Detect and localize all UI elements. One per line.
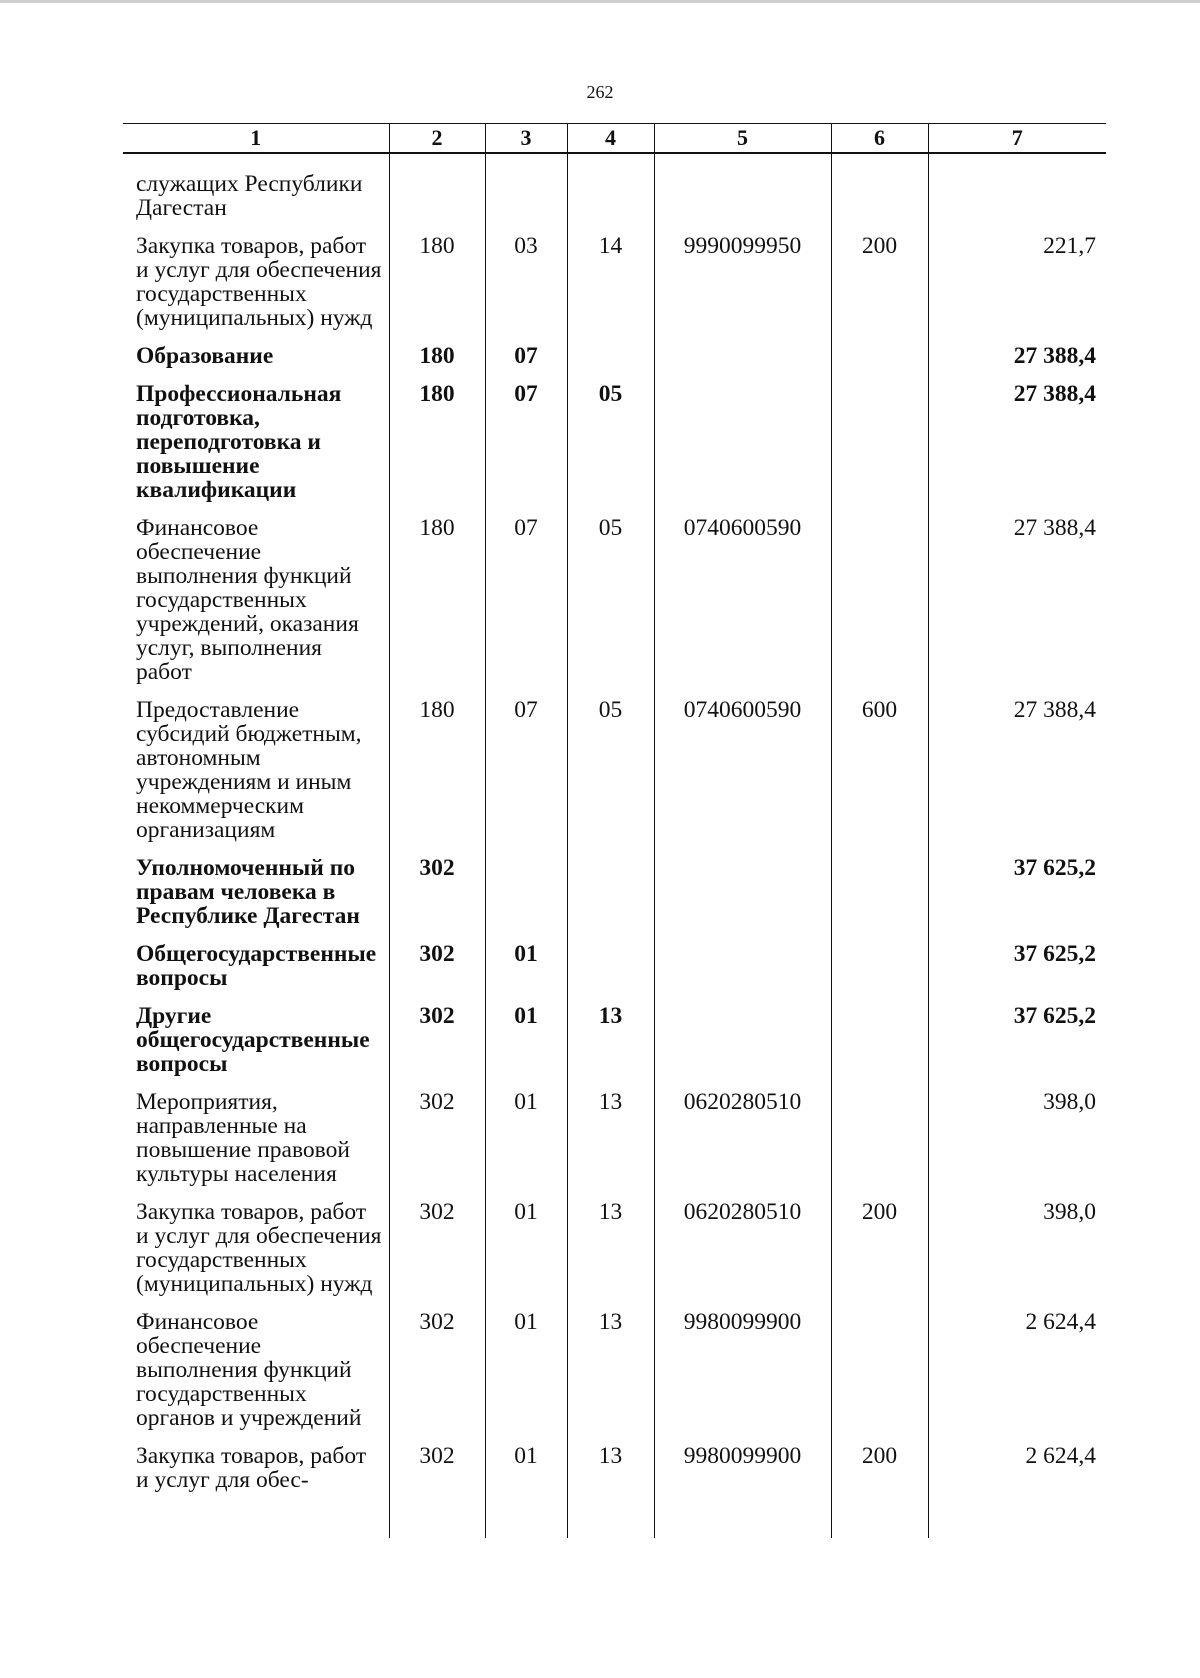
subchapter-code-cell: 13 xyxy=(567,1444,654,1538)
subchapter-code-cell xyxy=(567,942,654,1004)
section-code-cell: 302 xyxy=(389,1004,485,1090)
target-article-cell: 0620280510 xyxy=(654,1200,831,1310)
section-code-cell: 302 xyxy=(389,942,485,1004)
section-code-cell: 180 xyxy=(389,234,485,344)
subchapter-code-cell: 05 xyxy=(567,516,654,698)
budget-table xyxy=(123,123,1106,1538)
column-header-7: 7 xyxy=(928,124,1106,154)
table-row xyxy=(123,1444,1106,1538)
table-row xyxy=(123,1200,1106,1310)
section-code-cell: 302 xyxy=(389,1444,485,1538)
expense-type-cell: 200 xyxy=(831,234,928,344)
table-row xyxy=(123,698,1106,856)
table-row xyxy=(123,1090,1106,1200)
chapter-code-cell xyxy=(485,172,567,234)
expense-type-cell xyxy=(831,1310,928,1444)
chapter-code-cell: 01 xyxy=(485,1090,567,1200)
page-number: 262 xyxy=(586,82,614,102)
target-article-cell xyxy=(654,942,831,1004)
target-article-cell xyxy=(654,344,831,382)
row-name-cell: Уполномоченный по правам человека в Республике Дагестан xyxy=(136,855,360,929)
amount-cell: 2 624,4 xyxy=(928,1444,1106,1538)
row-name-cell: Общегосударственные вопросы xyxy=(136,941,377,991)
column-header-4: 4 xyxy=(567,124,654,154)
subchapter-code-cell: 13 xyxy=(567,1004,654,1090)
row-name-cell: служащих Республики Дагестан xyxy=(136,171,363,221)
table-row xyxy=(123,942,1106,1004)
amount-cell: 37 625,2 xyxy=(928,1004,1106,1090)
target-article-cell xyxy=(654,1004,831,1090)
table-body xyxy=(123,172,1106,1538)
section-code-cell: 302 xyxy=(389,1200,485,1310)
amount-cell: 221,7 xyxy=(928,234,1106,344)
row-name-cell: Профессиональная подготовка, переподготовка и повышение квалификации xyxy=(136,381,342,503)
subchapter-code-cell: 13 xyxy=(567,1200,654,1310)
expense-type-cell: 200 xyxy=(831,1444,928,1538)
amount-cell: 27 388,4 xyxy=(928,516,1106,698)
section-code-cell: 180 xyxy=(389,344,485,382)
target-article-cell: 9980099900 xyxy=(654,1310,831,1444)
chapter-code-cell: 03 xyxy=(485,234,567,344)
section-code-cell xyxy=(389,172,485,234)
column-header-2: 2 xyxy=(389,124,485,154)
target-article-cell: 0740600590 xyxy=(654,698,831,856)
chapter-code-cell: 01 xyxy=(485,1200,567,1310)
amount-cell: 27 388,4 xyxy=(928,698,1106,856)
amount-cell: 27 388,4 xyxy=(928,344,1106,382)
row-name-cell: Закупка товаров, работ и услуг для обес- xyxy=(136,1443,367,1493)
expense-type-cell: 200 xyxy=(831,1200,928,1310)
amount-cell: 398,0 xyxy=(928,1200,1106,1310)
subchapter-code-cell: 13 xyxy=(567,1310,654,1444)
subchapter-code-cell xyxy=(567,172,654,234)
target-article-cell xyxy=(654,382,831,516)
subchapter-code-cell: 14 xyxy=(567,234,654,344)
section-code-cell: 302 xyxy=(389,1310,485,1444)
row-name-cell: Образование xyxy=(136,343,274,369)
chapter-code-cell: 07 xyxy=(485,698,567,856)
table-row xyxy=(123,1310,1106,1444)
chapter-code-cell: 01 xyxy=(485,942,567,1004)
table-row xyxy=(123,172,1106,234)
expense-type-cell xyxy=(831,382,928,516)
subchapter-code-cell xyxy=(567,856,654,942)
row-name-cell: Предоставление субсидий бюджетным, автономным учреждениям и иным некоммерческим организациям xyxy=(136,697,362,843)
row-name-cell: Другие общегосударственные вопросы xyxy=(136,1003,370,1077)
section-code-cell: 180 xyxy=(389,698,485,856)
expense-type-cell xyxy=(831,344,928,382)
expense-type-cell: 600 xyxy=(831,698,928,856)
table-row xyxy=(123,516,1106,698)
section-code-cell: 180 xyxy=(389,382,485,516)
table-row xyxy=(123,234,1106,344)
table-row xyxy=(123,856,1106,942)
column-header-5: 5 xyxy=(654,124,831,154)
target-article-cell xyxy=(654,172,831,234)
row-name-cell: Финансовое обеспечение выполнения функций государственных органов и учреждений xyxy=(136,1309,362,1431)
target-article-cell: 0620280510 xyxy=(654,1090,831,1200)
subchapter-code-cell: 13 xyxy=(567,1090,654,1200)
amount-cell xyxy=(928,172,1106,234)
chapter-code-cell xyxy=(485,856,567,942)
amount-cell: 37 625,2 xyxy=(928,942,1106,1004)
subchapter-code-cell: 05 xyxy=(567,382,654,516)
target-article-cell: 9980099900 xyxy=(654,1444,831,1538)
section-code-cell: 302 xyxy=(389,1090,485,1200)
row-name-cell: Закупка товаров, работ и услуг для обеспечения государственных (муниципальных) нужд xyxy=(136,1199,382,1297)
row-name-cell: Финансовое обеспечение выполнения функций государственных учреждений, оказания услуг, выполнения работ xyxy=(136,515,359,685)
expense-type-cell xyxy=(831,172,928,234)
target-article-cell: 0740600590 xyxy=(654,516,831,698)
row-name-cell: Закупка товаров, работ и услуг для обеспечения государственных (муниципальных) нужд xyxy=(136,233,382,331)
subchapter-code-cell: 05 xyxy=(567,698,654,856)
chapter-code-cell: 07 xyxy=(485,344,567,382)
column-header-1: 1 xyxy=(123,124,389,154)
subchapter-code-cell xyxy=(567,344,654,382)
chapter-code-cell: 01 xyxy=(485,1444,567,1538)
scan-edge xyxy=(0,0,1200,3)
section-code-cell: 180 xyxy=(389,516,485,698)
table-row xyxy=(123,382,1106,516)
amount-cell: 27 388,4 xyxy=(928,382,1106,516)
expense-type-cell xyxy=(831,1090,928,1200)
expense-type-cell xyxy=(831,1004,928,1090)
row-name-cell: Мероприятия, направленные на повышение правовой культуры населения xyxy=(136,1089,350,1187)
target-article-cell xyxy=(654,856,831,942)
chapter-code-cell: 01 xyxy=(485,1004,567,1090)
amount-cell: 2 624,4 xyxy=(928,1310,1106,1444)
expense-type-cell xyxy=(831,856,928,942)
chapter-code-cell: 01 xyxy=(485,1310,567,1444)
column-header-3: 3 xyxy=(485,124,567,154)
table-row xyxy=(123,1004,1106,1090)
target-article-cell: 9990099950 xyxy=(654,234,831,344)
section-code-cell: 302 xyxy=(389,856,485,942)
table-header xyxy=(123,124,1106,173)
table-row xyxy=(123,344,1106,382)
amount-cell: 37 625,2 xyxy=(928,856,1106,942)
chapter-code-cell: 07 xyxy=(485,516,567,698)
expense-type-cell xyxy=(831,942,928,1004)
chapter-code-cell: 07 xyxy=(485,382,567,516)
expense-type-cell xyxy=(831,516,928,698)
amount-cell: 398,0 xyxy=(928,1090,1106,1200)
header-spacer xyxy=(123,153,1106,172)
column-header-6: 6 xyxy=(831,124,928,154)
